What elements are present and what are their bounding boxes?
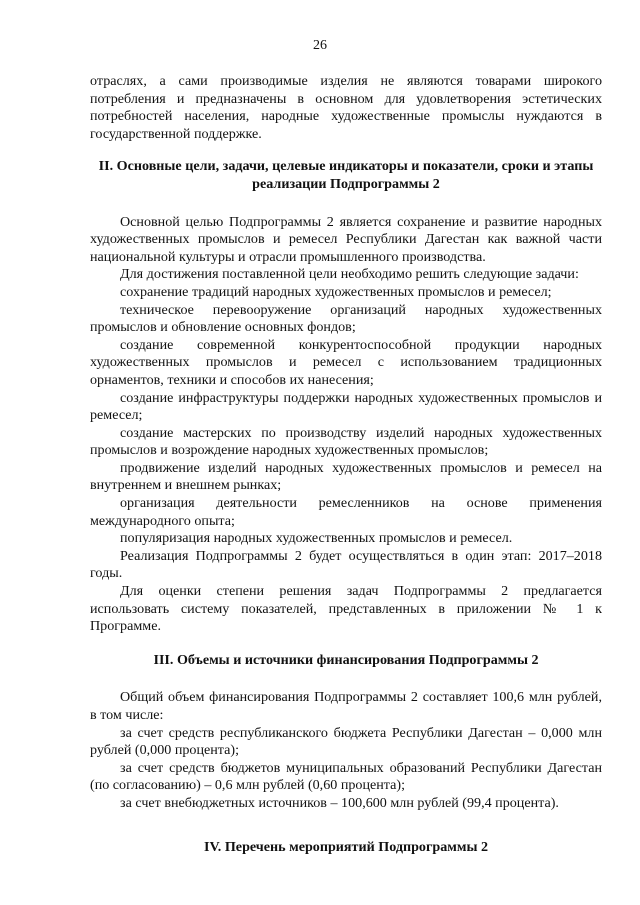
section-2-paragraph: Основной целью Подпрограммы 2 является сохранение и развитие народных художественных промыслов и ремесел Республики Дагестан как важной части национальной культуры и отрасли промышленного производства. — [90, 213, 602, 265]
task-list-item: создание мастерских по производству изделий народных художественных промыслов и возрождение народных художественных промыслов; — [90, 424, 602, 459]
task-list-item: создание современной конкурентоспособной продукции народных художественных промыслов и ремесел с использованием традиционных орнаментов, техники и способов их нанесения; — [90, 336, 602, 388]
funding-source-item: за счет внебюджетных источников – 100,600 млн рублей (99,4 процента). — [120, 794, 559, 811]
section-2-body — [90, 214, 602, 636]
section-2-paragraph: Реализация Подпрограммы 2 будет осуществляться в один этап: 2017–2018 годы. — [90, 547, 602, 582]
intro-paragraph: отраслях, а сами производимые изделия не являются товарами широкого потребления и предназначены в основном для удовлетворения эстетических потребностей населения, народные художественные промыслы нуждаются в государственной поддержке. — [90, 73, 602, 142]
section-3-heading: III. Объемы и источники финансирования Подпрограммы 2 — [153, 651, 539, 668]
funding-source-item: за счет средств республиканского бюджета Республики Дагестан – 0,000 млн рублей (0,000 процента); — [90, 724, 602, 759]
task-list-item: сохранение традиций народных художественных промыслов и ремесел; — [120, 283, 552, 300]
page-number: 26 — [313, 38, 327, 53]
section-2-paragraph: Для оценки степени решения задач Подпрограммы 2 предлагается использовать систему показателей, представленных в приложении № 1 к Программе. — [90, 583, 602, 635]
section-2-paragraph: Для достижения поставленной цели необходимо решить следующие задачи: — [120, 266, 579, 283]
page-content — [90, 73, 602, 856]
task-list-item: популяризация народных художественных промыслов и ремесел. — [120, 530, 513, 547]
section-3-body — [90, 689, 602, 812]
task-list-item: техническое перевооружение организаций народных художественных промыслов и обновление основных фондов; — [90, 301, 602, 336]
section-4-heading: IV. Перечень мероприятий Подпрограммы 2 — [203, 838, 489, 855]
funding-source-item: за счет средств бюджетов муниципальных образований Республики Дагестан (по согласованию) – 0,6 млн рублей (0,60 процента); — [90, 759, 602, 794]
task-list-item: создание инфраструктуры поддержки народных художественных промыслов и ремесел; — [90, 389, 602, 424]
section-2-heading: II. Основные цели, задачи, целевые индикаторы и показатели, сроки и этапы реализации Подпрограммы 2 — [98, 158, 594, 192]
task-list-item: организация деятельности ремесленников на основе применения международного опыта; — [90, 495, 602, 529]
task-list-item: продвижение изделий народных художественных промыслов и ремесел на внутреннем и внешнем рынках; — [90, 459, 602, 494]
section-3-paragraph: Общий объем финансирования Подпрограммы 2 составляет 100,6 млн рублей, в том числе: — [90, 689, 602, 723]
